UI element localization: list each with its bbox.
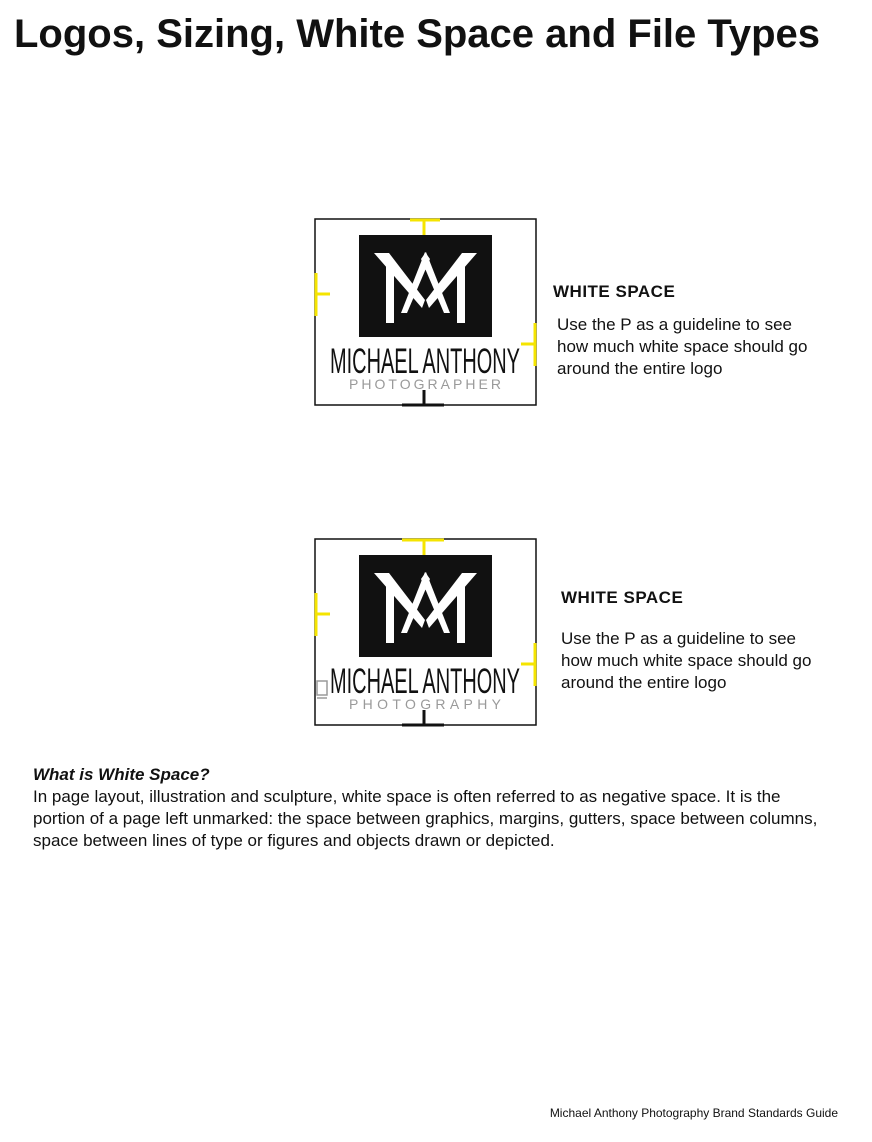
page-title: Logos, Sizing, White Space and File Types <box>14 12 821 56</box>
p-reference-icon <box>317 681 327 698</box>
logo-mark-box <box>359 235 492 337</box>
white-space-explanation <box>33 764 833 852</box>
logo-whitespace-diagram-2 <box>314 538 537 726</box>
logo-tagline-text: PHOTOGRAPHER <box>349 376 501 392</box>
white-space-text: Use the P as a guideline to see how much white space should go around the entire logo <box>557 315 808 378</box>
white-space-note-1 <box>553 282 827 380</box>
white-space-heading: WHITE SPACE <box>561 588 684 607</box>
logo-diagram-svg-2 <box>314 538 537 728</box>
logo-whitespace-diagram-1 <box>314 218 537 406</box>
explanation-question: What is White Space? <box>33 765 210 784</box>
white-space-text: Use the P as a guideline to see how much white space should go around the entire logo <box>561 629 812 692</box>
white-space-heading: WHITE SPACE <box>553 282 676 301</box>
white-space-note-2 <box>561 588 831 694</box>
logo-name-text: MICHAEL ANTHONY <box>330 662 520 701</box>
logo-mark-box <box>359 555 492 657</box>
logo-name-text: MICHAEL ANTHONY <box>330 342 520 381</box>
explanation-body: In page layout, illustration and sculpture, white space is often referred to as negative space. It is the portion of a page left unmarked: the space between graphics, margins, gutters, space between columns, space between lines of type or figures and objects drawn or depicted. <box>33 787 818 850</box>
black-guide <box>402 710 444 725</box>
logo-tagline-text: PHOTOGRAPHY <box>349 696 501 712</box>
black-guide <box>402 390 444 405</box>
logo-diagram-svg-1 <box>314 218 537 408</box>
page-footer: Michael Anthony Photography Brand Standards Guide <box>549 1106 838 1120</box>
